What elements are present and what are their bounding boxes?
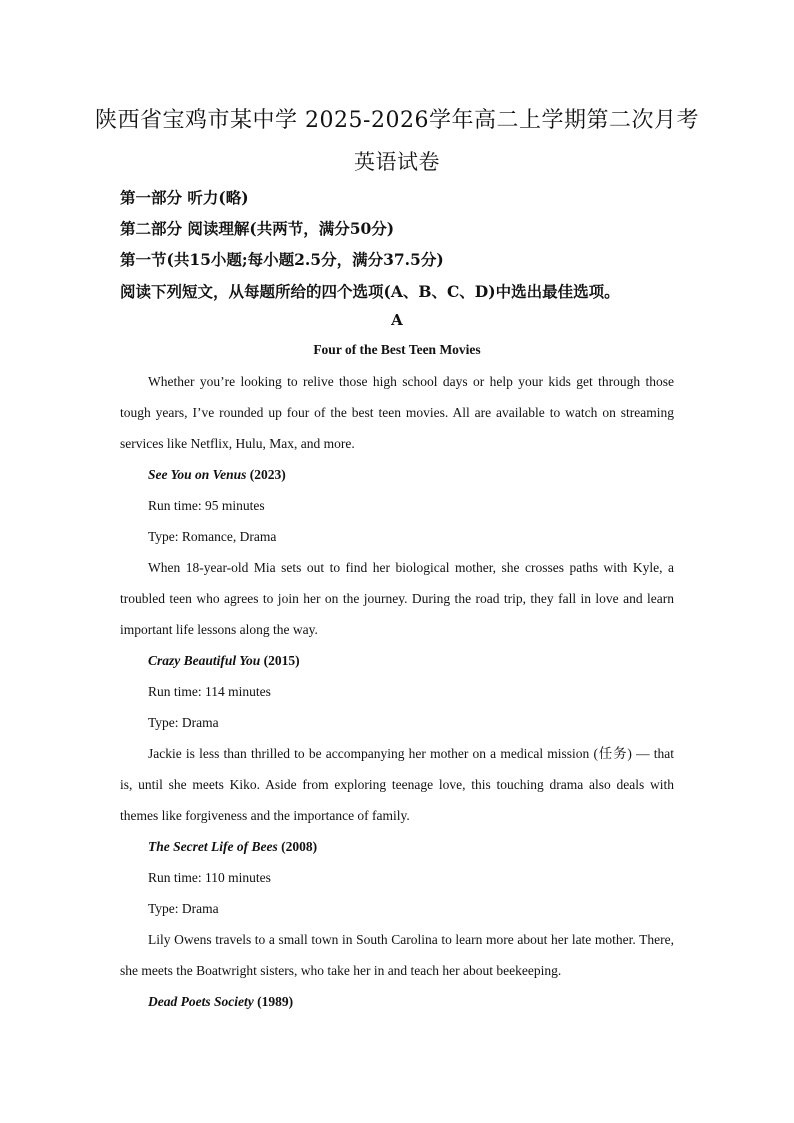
movie-heading (120, 459, 674, 490)
exam-title: 陕西省宝鸡市某中学 2025-2026学年高二上学期第二次月考 (95, 108, 699, 133)
section1-heading: 第一节(共15小题;每小题2.5分，满分37.5分) (120, 250, 444, 269)
movie-year: (2008) (277, 839, 318, 854)
movie-title: Crazy Beautiful You (148, 653, 261, 668)
intro-paragraph: Whether you’re looking to relive those high school days or help your kids get through those tough years, I’ve rounded up four of the best teen movies. All are available to watch on streaming services like Netflix, Hulu, Max, and more. (120, 374, 674, 451)
movie-type: Type: Drama (148, 715, 219, 730)
movie-year: (2023) (246, 467, 286, 482)
part2-heading: 第二部分 阅读理解(共两节，满分50分) (120, 219, 395, 238)
movie-type: Type: Drama (148, 901, 219, 916)
movie-year: (1989) (253, 994, 294, 1009)
part1-heading: 第一部分 听力(略) (120, 188, 249, 207)
movie-title: The Secret Life of Bees (148, 839, 278, 854)
movie-runtime: Run time: 114 minutes (148, 684, 271, 699)
movie-runtime: Run time: 95 minutes (148, 498, 265, 513)
movie-title: Dead Poets Society (148, 994, 254, 1009)
movie-description: When 18-year-old Mia sets out to find her biological mother, she crosses paths with Kyle, a troubled teen who agrees to join her on the journey. During the road trip, they fall in love and learn important life lessons along the way. (120, 560, 674, 637)
instruction-text: 阅读下列短文，从每题所给的四个选项(A、B、C、D)中选出最佳选项。 (120, 282, 620, 301)
passage-label: A (391, 311, 403, 329)
movie-description: Lily Owens travels to a small town in South Carolina to learn more about her late mother. There, she meets the Boatwright sisters, who take her in and teach her about beekeeping. (120, 932, 674, 978)
movie-description: Jackie is less than thrilled to be accompanying her mother on a medical mission (任务) — that is, until she meets Kiko. Aside from exploring teenage love, this touching drama also deals with themes like forgiveness and the importance of family. (120, 746, 674, 823)
movie-heading (120, 645, 674, 676)
exam-subtitle: 英语试卷 (354, 150, 440, 174)
movie-runtime: Run time: 110 minutes (148, 870, 271, 885)
movie-title: See You on Venus (148, 467, 247, 482)
movie-type: Type: Romance, Drama (148, 529, 277, 544)
movie-heading (120, 986, 674, 1017)
passage-body (120, 366, 674, 1017)
movie-heading (120, 831, 674, 862)
passage-title: Four of the Best Teen Movies (313, 342, 481, 357)
movie-year: (2015) (260, 653, 300, 668)
